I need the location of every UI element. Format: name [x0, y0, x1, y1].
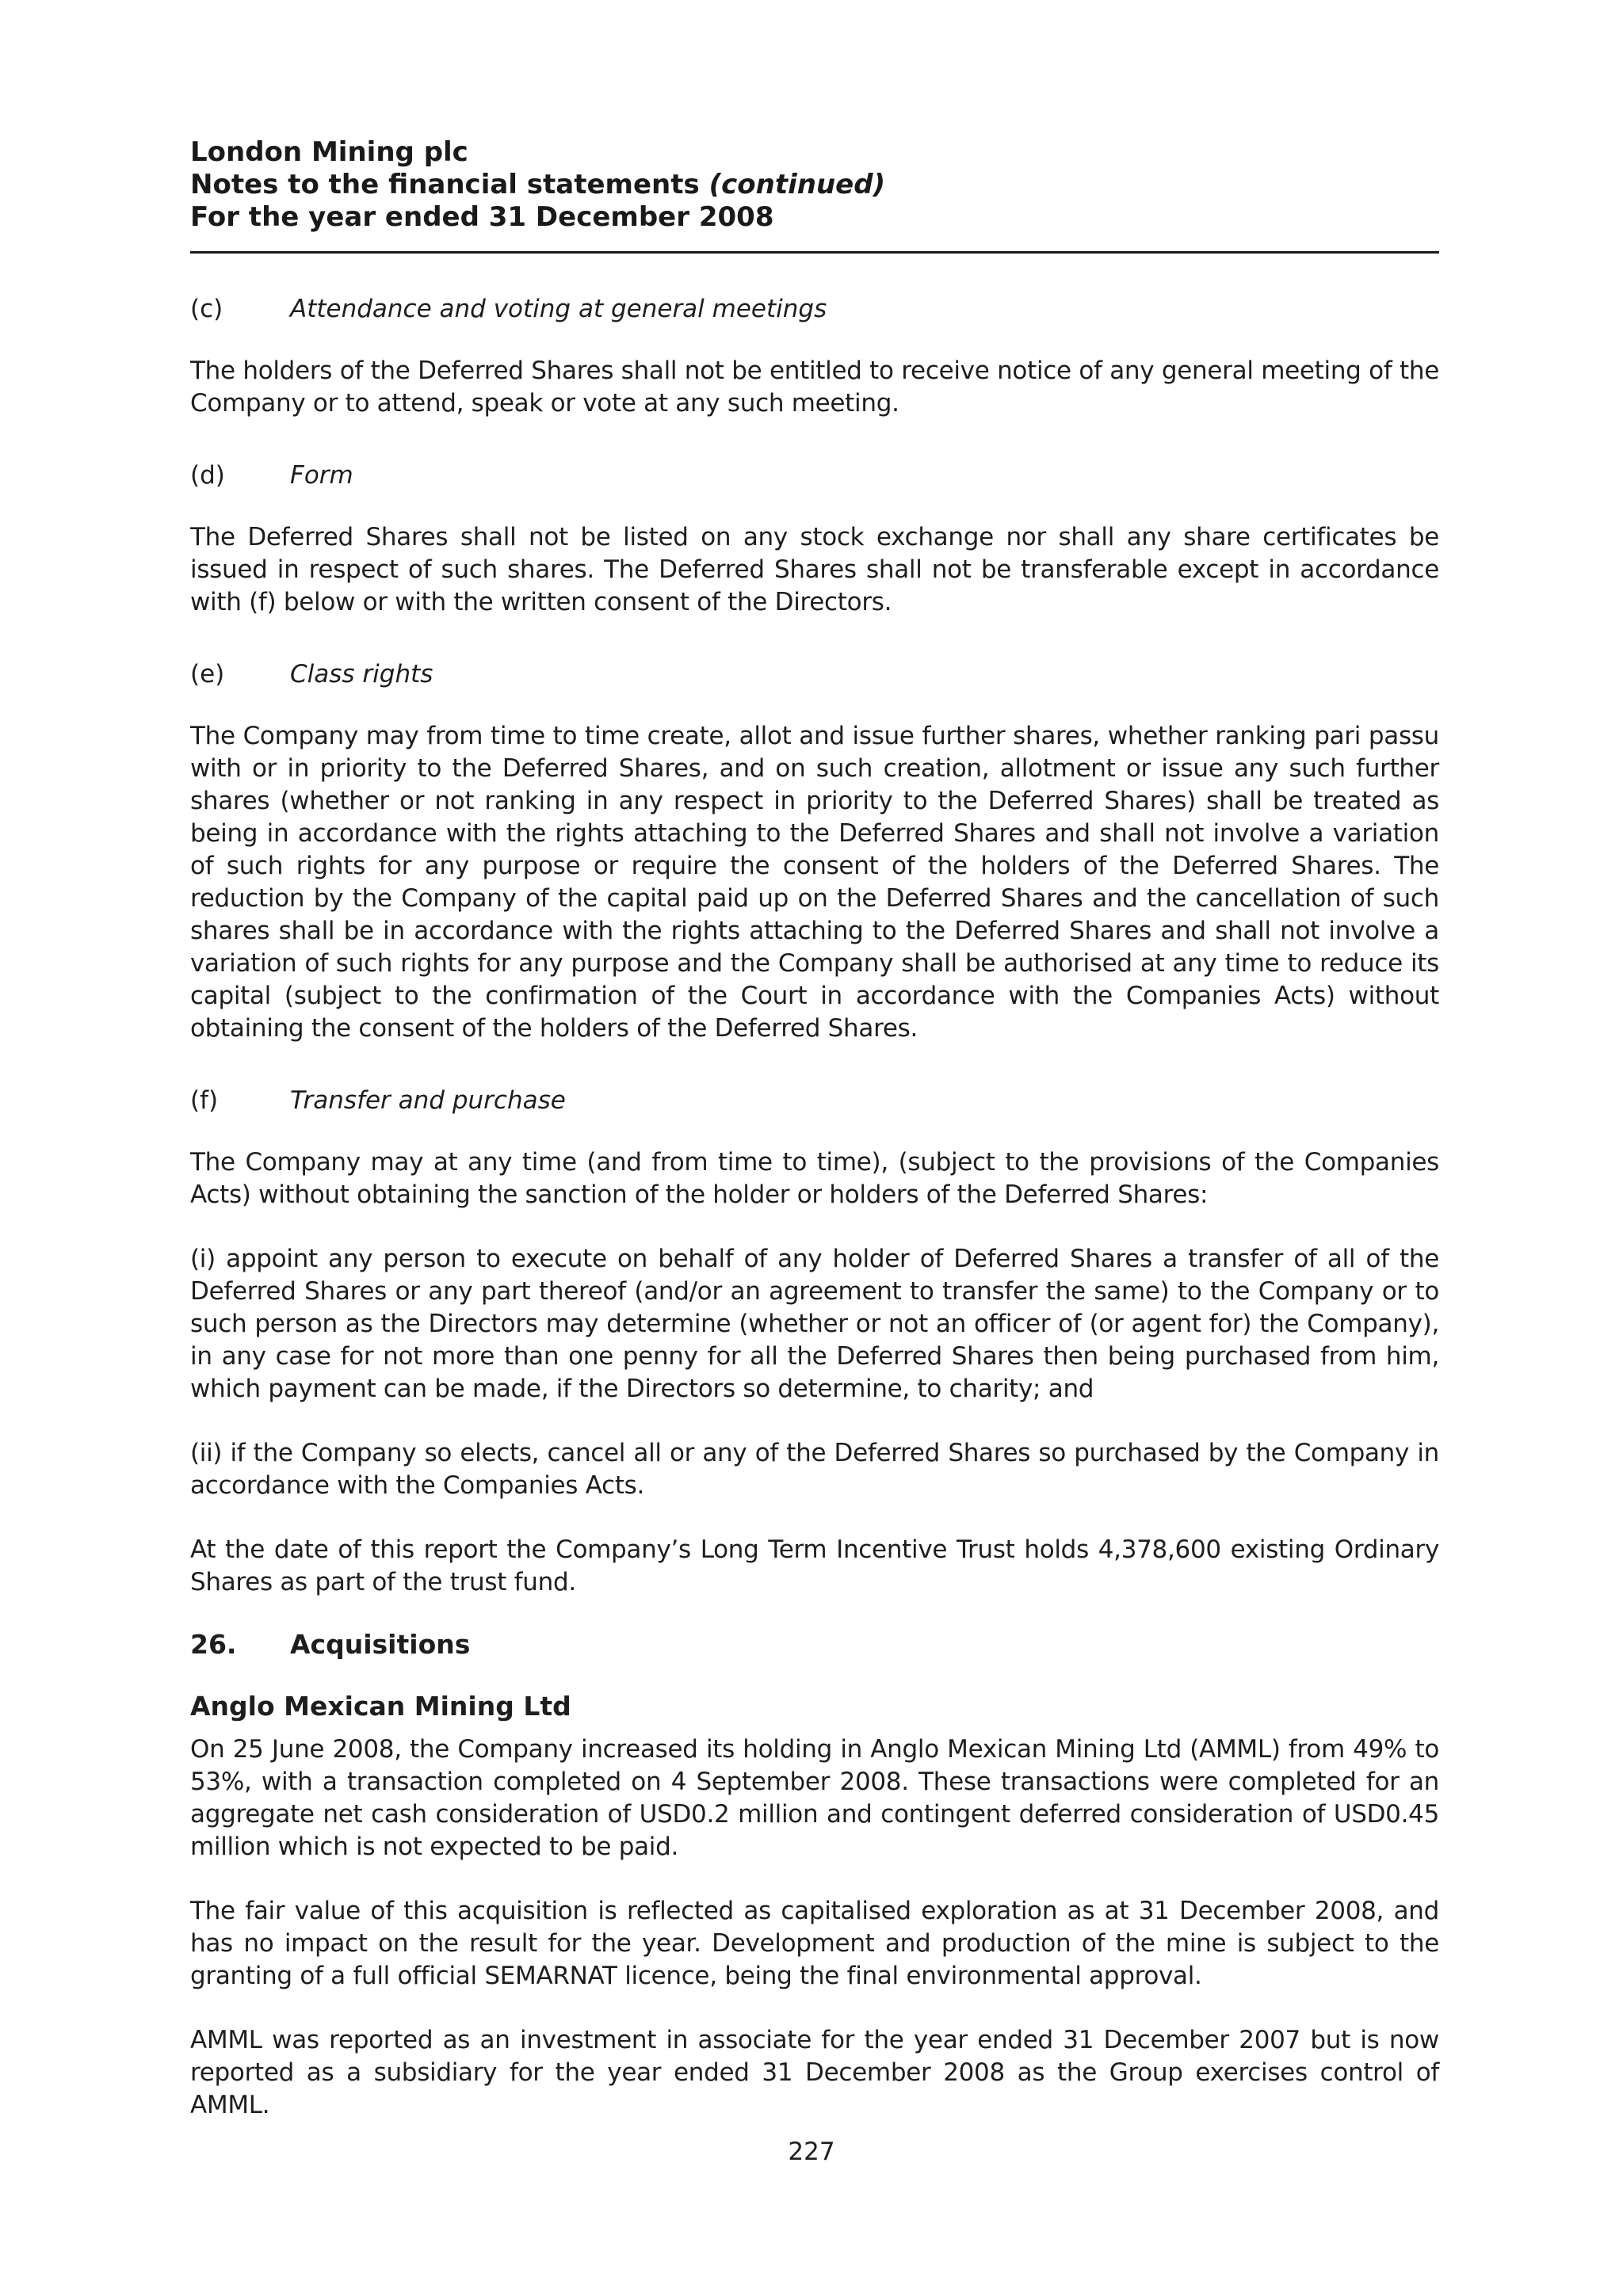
notes-title-suffix: (continued)	[708, 169, 886, 200]
period-line: For the year ended 31 December 2008	[190, 201, 774, 233]
section-26-paragraph-1: On 25 June 2008, the Company increased its holding in Anglo Mexican Mining Ltd (AMML) from 49% to 53%, with a transaction completed on 4 September 2008. These transactions were completed for an aggregate net cash consideration of USD0.2 million and contingent deferred consideration of USD0.45 million which is not expected to be paid.	[190, 1735, 1439, 1861]
subsection-f-title: Transfer and purchase	[290, 1086, 566, 1115]
document-page	[190, 136, 1439, 2122]
section-26-title: Acquisitions	[290, 1629, 471, 1660]
subsection-c	[190, 293, 1439, 325]
subsection-c-letter: (c)	[190, 295, 223, 323]
notes-title	[190, 169, 1439, 201]
subsection-f-letter: (f)	[190, 1086, 219, 1115]
company-name: London Mining plc	[190, 136, 468, 168]
page-number: 227	[788, 2138, 835, 2166]
subsection-c-title: Attendance and voting at general meetings	[290, 295, 827, 323]
section-26-number: 26.	[190, 1629, 237, 1660]
subsection-d-title: Form	[290, 461, 353, 490]
section-26-paragraph-3: AMML was reported as an investment in associate for the year ended 31 December 2007 but is now reported as a subsidiary for the year ended 31 December 2008 as the Group exercises control of AMML.	[190, 2026, 1439, 2119]
subsection-f	[190, 1085, 1439, 1116]
paragraph-e: The Company may from time to time create, allot and issue further shares, whether ranking pari passu with or in priority to the Deferred Shares, and on such creation, allotment or issue any such further shares (whether or not ranking in any respect in priority to the Deferred Shares) shall be treated as being in accordance with the rights attaching to the Deferred Shares and shall not involve a variation of such rights for any purpose or require the consent of the holders of the Deferred Shares. The reduction by the Company of the capital paid up on the Deferred Shares and the cancellation of such shares shall be in accordance with the rights attaching to the Deferred Shares and shall not involve a variation of such rights for any purpose and the Company shall be authorised at any time to reduce its capital (subject to the confirmation of the Court in accordance with the Companies Acts) without obtaining the consent of the holders of the Deferred Shares.	[190, 722, 1439, 1043]
paragraph-f-ii: (ii) if the Company so elects, cancel all or any of the Deferred Shares so purchased by the Company in accordance with the Companies Acts.	[190, 1439, 1439, 1500]
subsection-e	[190, 658, 1439, 690]
paragraph-trust: At the date of this report the Company’s Long Term Incentive Trust holds 4,378,600 existing Ordinary Shares as part of the trust fund.	[190, 1535, 1439, 1596]
section-26-heading	[190, 1629, 1439, 1661]
paragraph-f-i: (i) appoint any person to execute on behalf of any holder of Deferred Shares a transfer of all of the Deferred Shares or any part thereof (and/or an agreement to transfer the same) to the Company or to such person as the Directors may determine (whether or not an officer of (or agent for) the Company), in any case for not more than one penny for all the Deferred Shares then being purchased from him, which payment can be made, if the Directors so determine, to charity; and	[190, 1245, 1439, 1403]
subsection-d	[190, 460, 1439, 491]
notes-title-text: Notes to the financial statements	[190, 169, 700, 200]
paragraph-c: The holders of the Deferred Shares shall not be entitled to receive notice of any general meeting of the Company or to attend, speak or vote at any such meeting.	[190, 357, 1439, 418]
subsection-d-letter: (d)	[190, 461, 225, 490]
paragraph-f: The Company may at any time (and from time to time), (subject to the provisions of the Companies Acts) without obtaining the sanction of the holder or holders of the Deferred Shares:	[190, 1148, 1439, 1209]
section-26-subheading: Anglo Mexican Mining Ltd	[190, 1691, 571, 1722]
section-26-paragraph-2: The fair value of this acquisition is reflected as capitalised exploration as at 31 December 2008, and has no impact on the result for the year. Development and production of the mine is subject to the granting of a full official SEMARNAT licence, being the final environmental approval.	[190, 1897, 1439, 1990]
subsection-e-title: Class rights	[290, 660, 433, 688]
subsection-e-letter: (e)	[190, 660, 225, 688]
header-rule	[190, 251, 1439, 254]
paragraph-d: The Deferred Shares shall not be listed on any stock exchange nor shall any share certificates be issued in respect of such shares. The Deferred Shares shall not be transferable except in accordance with (f) below or with the written consent of the Directors.	[190, 523, 1439, 616]
